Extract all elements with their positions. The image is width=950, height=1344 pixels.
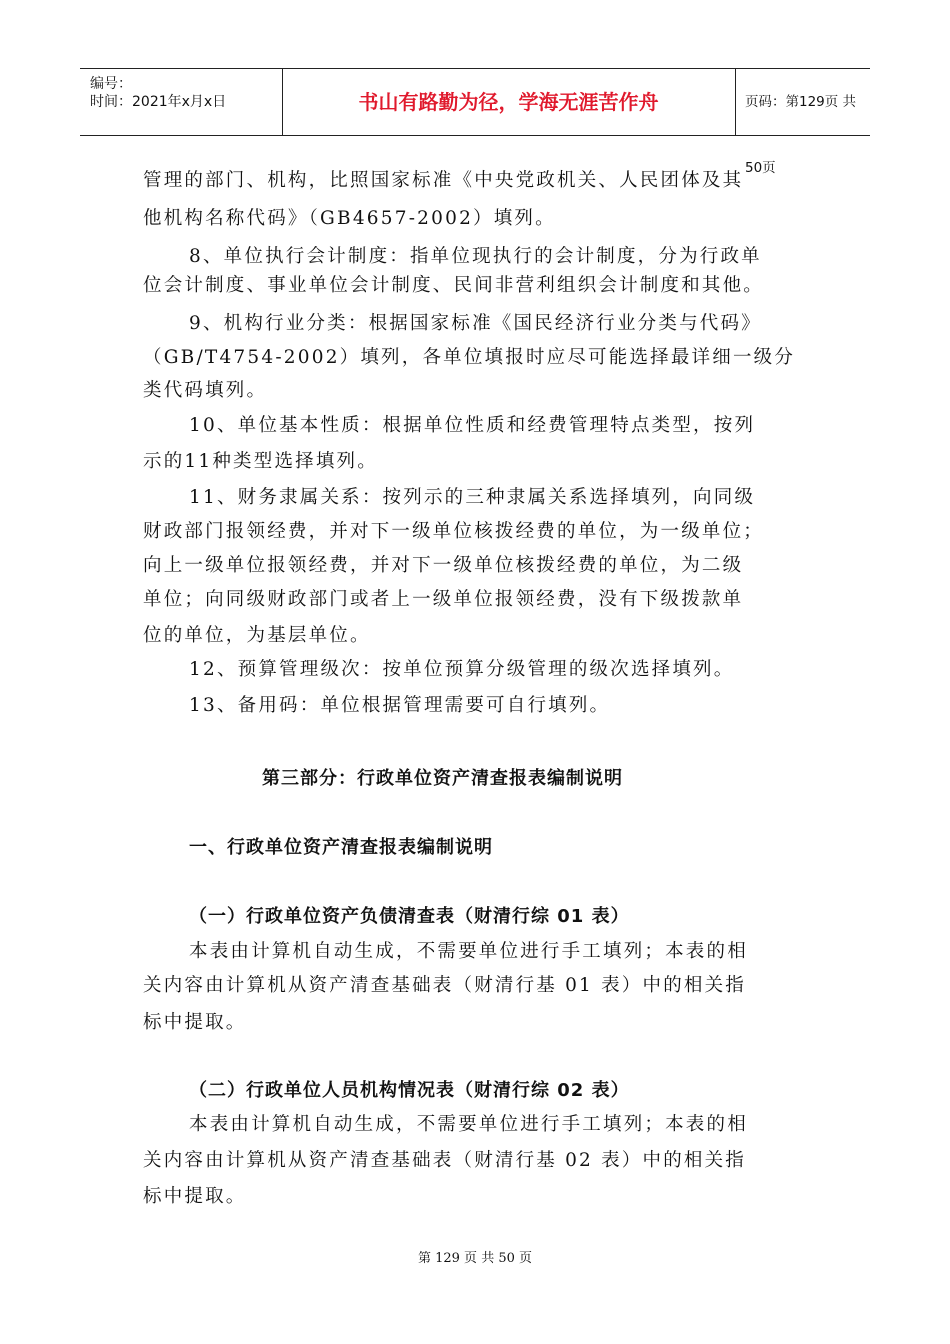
body-line: 13、备用码：单位根据管理需要可自行填列。: [189, 695, 611, 716]
sub-title: 一、行政单位资产清查报表编制说明: [189, 837, 493, 858]
body-line: 11、财务隶属关系：按列示的三种隶属关系选择填列，向同级: [189, 487, 756, 508]
item1-line: 关内容由计算机从资产清查基础表（财清行基 01 表）中的相关指: [143, 975, 747, 996]
page-header-table: [80, 68, 870, 176]
body-line: （GB/T4754-2002）填列，各单位填报时应尽可能选择最详细一级分: [143, 347, 796, 368]
body-line: 8、单位执行会计制度：指单位现执行的会计制度，分为行政单: [189, 246, 762, 267]
body-line: 他机构名称代码》（GB4657-2002）填列。: [143, 208, 556, 229]
header-motto: 书山有路勤为径，学海无涯苦作舟: [282, 69, 736, 135]
item1-title: （一）行政单位资产负债清查表（财清行综 01 表）: [189, 906, 630, 927]
header-meta-cell: [80, 69, 283, 135]
body-line: 12、预算管理级次：按单位预算分级管理的级次选择填列。: [189, 659, 735, 680]
body-line: 位的单位，为基层单位。: [143, 625, 371, 646]
item1-line: 标中提取。: [143, 1012, 247, 1033]
header-date-label: 时间：2021年x月x日: [90, 94, 227, 110]
page-footer: 第 129 页 共 50 页: [417, 1251, 533, 1266]
body-line: 10、单位基本性质：根据单位性质和经费管理特点类型，按列: [189, 415, 756, 436]
body-line: 类代码填列。: [143, 380, 268, 401]
item1-line: 本表由计算机自动生成，不需要单位进行手工填列；本表的相: [189, 941, 748, 962]
body-line: 财政部门报领经费，并对下一级单位核拨经费的单位，为一级单位；: [143, 521, 765, 542]
body-line: 9、机构行业分类：根据国家标准《国民经济行业分类与代码》: [189, 313, 762, 334]
item2-line: 关内容由计算机从资产清查基础表（财清行基 02 表）中的相关指: [143, 1150, 747, 1171]
header-number-label: 编号：: [90, 76, 132, 92]
body-line: 单位；向同级财政部门或者上一级单位报领经费，没有下级拨款单: [143, 589, 744, 610]
body-line: 示的11种类型选择填列。: [143, 451, 378, 472]
body-line: 管理的部门、机构，比照国家标准《中央党政机关、人民团体及其: [143, 170, 744, 191]
body-line: 向上一级单位报领经费，并对下一级单位核拨经费的单位，为二级: [143, 555, 744, 576]
body-line: 位会计制度、事业单位会计制度、民间非营利组织会计制度和其他。: [143, 275, 765, 296]
item2-title: （二）行政单位人员机构情况表（财清行综 02 表）: [189, 1080, 630, 1101]
item2-line: 本表由计算机自动生成，不需要单位进行手工填列；本表的相: [189, 1114, 748, 1135]
header-page-info: 页码：第129页 共50页: [745, 94, 857, 176]
item2-line: 标中提取。: [143, 1186, 247, 1207]
section-title: 第三部分：行政单位资产清查报表编制说明: [262, 768, 623, 789]
